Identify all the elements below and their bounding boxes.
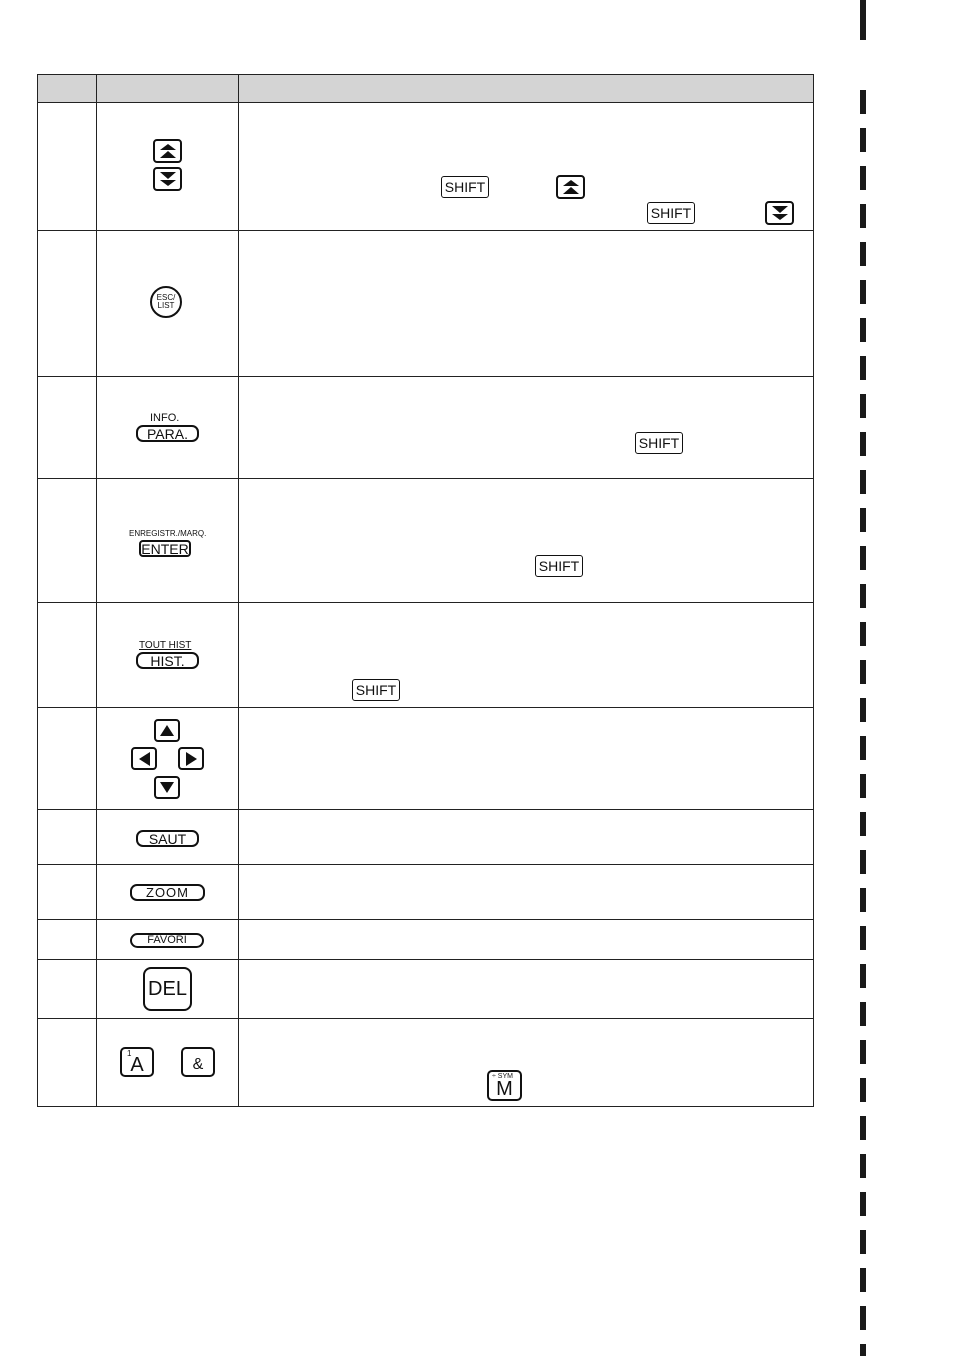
- key-icon-cell: [97, 960, 239, 1019]
- description-cell: [239, 708, 814, 810]
- table-row: [38, 377, 814, 479]
- m-symbol-key-icon: [487, 1070, 522, 1101]
- arrow-up-icon: [154, 719, 180, 742]
- dash-segment: [860, 1192, 866, 1216]
- esc-list-key-icon: [150, 286, 182, 318]
- a-key-icon: [120, 1047, 154, 1077]
- key-icon-cell: [97, 103, 239, 231]
- description-cell: [239, 377, 814, 479]
- dash-segment: [860, 964, 866, 988]
- dash-segment: [860, 926, 866, 950]
- page-down-icon: [765, 201, 794, 225]
- dash-segment: [860, 204, 866, 228]
- dash-segment: [860, 584, 866, 608]
- description-cell: [239, 231, 814, 377]
- row-number-cell: [38, 103, 97, 231]
- ampersand-key-label: &: [192, 1056, 204, 1073]
- shift-key-icon: SHIFT: [352, 679, 400, 701]
- esc-list-label: ESC/ LIST: [156, 293, 176, 310]
- row-number-cell: [38, 1019, 97, 1107]
- table-row: [38, 920, 814, 960]
- table-header-row: [38, 75, 814, 103]
- dash-segment: [860, 1154, 866, 1178]
- dash-segment: [860, 546, 866, 570]
- key-icon-cell: [97, 810, 239, 865]
- key-icon-cell: [97, 377, 239, 479]
- dash-segment: [860, 356, 866, 380]
- dash-segment: [860, 318, 866, 342]
- row-number-cell: [38, 708, 97, 810]
- table-row: [38, 960, 814, 1019]
- key-icon-cell: [97, 865, 239, 920]
- a-key-superscript: 1: [127, 1049, 132, 1058]
- page-down-icon: [153, 167, 182, 191]
- row-number-cell: [38, 377, 97, 479]
- dash-segment: [860, 698, 866, 722]
- hist-key-icon: HIST.: [136, 652, 199, 669]
- ampersand-key-icon: [181, 1047, 215, 1077]
- arrow-left-icon: [131, 747, 157, 770]
- page-up-icon: [556, 175, 585, 199]
- key-icon-cell: [97, 708, 239, 810]
- table-row: [38, 603, 814, 708]
- dash-segment: [860, 660, 866, 684]
- para-key-icon: PARA.: [136, 425, 199, 442]
- del-key-icon: DEL: [143, 967, 192, 1011]
- dash-segment: [860, 0, 866, 40]
- shift-key-icon: SHIFT: [647, 202, 695, 224]
- m-key-label: M: [496, 1077, 513, 1100]
- arrow-down-icon: [154, 776, 180, 799]
- description-cell: [239, 1019, 814, 1107]
- arrow-right-icon: [178, 747, 204, 770]
- table-row: [38, 103, 814, 231]
- dash-segment: [860, 508, 866, 532]
- table-row: [38, 865, 814, 920]
- key-reference-table: [37, 74, 814, 1107]
- description-cell: [239, 960, 814, 1019]
- page-up-icon: [153, 139, 182, 163]
- row-number-cell: [38, 810, 97, 865]
- description-cell: [239, 103, 814, 231]
- m-key-superscript: ÷ SYM: [492, 1073, 513, 1080]
- key-icon-cell: [97, 231, 239, 377]
- saut-key-icon: SAUT: [136, 830, 199, 847]
- a-key-label: A: [130, 1053, 144, 1076]
- enter-key-icon: ENTER: [139, 540, 191, 557]
- header-cell: [239, 75, 814, 103]
- description-cell: [239, 810, 814, 865]
- dash-segment: [860, 812, 866, 836]
- shift-key-icon: SHIFT: [441, 176, 489, 198]
- table-row: [38, 810, 814, 865]
- tout-hist-label: TOUT HIST: [139, 640, 192, 651]
- key-icon-cell: [97, 479, 239, 603]
- description-cell: [239, 865, 814, 920]
- dash-segment: [860, 432, 866, 456]
- dash-segment: [860, 242, 866, 266]
- favori-key-icon: FAVORI: [130, 933, 204, 948]
- table-row: [38, 708, 814, 810]
- dash-segment: [860, 622, 866, 646]
- key-icon-cell: [97, 920, 239, 960]
- dash-segment: [860, 280, 866, 304]
- dash-segment: [860, 888, 866, 912]
- description-cell: [239, 479, 814, 603]
- dash-segment: [860, 470, 866, 494]
- dash-segment: [860, 1306, 866, 1330]
- dash-segment: [860, 90, 866, 114]
- row-number-cell: [38, 479, 97, 603]
- row-number-cell: [38, 865, 97, 920]
- dash-segment: [860, 1078, 866, 1102]
- row-number-cell: [38, 231, 97, 377]
- dash-segment: [860, 850, 866, 874]
- dash-segment: [860, 774, 866, 798]
- header-cell: [97, 75, 239, 103]
- dash-segment: [860, 1040, 866, 1064]
- dash-segment: [860, 1116, 866, 1140]
- dash-segment: [860, 128, 866, 152]
- dash-segment: [860, 166, 866, 190]
- row-number-cell: [38, 920, 97, 960]
- dash-segment: [860, 1230, 866, 1254]
- table-row: [38, 1019, 814, 1107]
- dash-segment: [860, 394, 866, 418]
- key-icon-cell: [97, 1019, 239, 1107]
- shift-key-icon: SHIFT: [635, 432, 683, 454]
- enregistr-marq-label: ENREGISTR./MARQ.: [129, 529, 207, 538]
- dash-segment: [860, 1002, 866, 1026]
- dash-segment: [860, 1268, 866, 1292]
- row-number-cell: [38, 960, 97, 1019]
- header-cell: [38, 75, 97, 103]
- description-cell: [239, 603, 814, 708]
- shift-key-icon: SHIFT: [535, 555, 583, 577]
- info-label: INFO.: [150, 412, 180, 424]
- description-cell: [239, 920, 814, 960]
- dash-segment: [860, 1344, 866, 1356]
- key-icon-cell: [97, 603, 239, 708]
- dash-segment: [860, 736, 866, 760]
- zoom-key-icon: ZOOM: [130, 884, 205, 901]
- table-row: [38, 231, 814, 377]
- row-number-cell: [38, 603, 97, 708]
- table-row: [38, 479, 814, 603]
